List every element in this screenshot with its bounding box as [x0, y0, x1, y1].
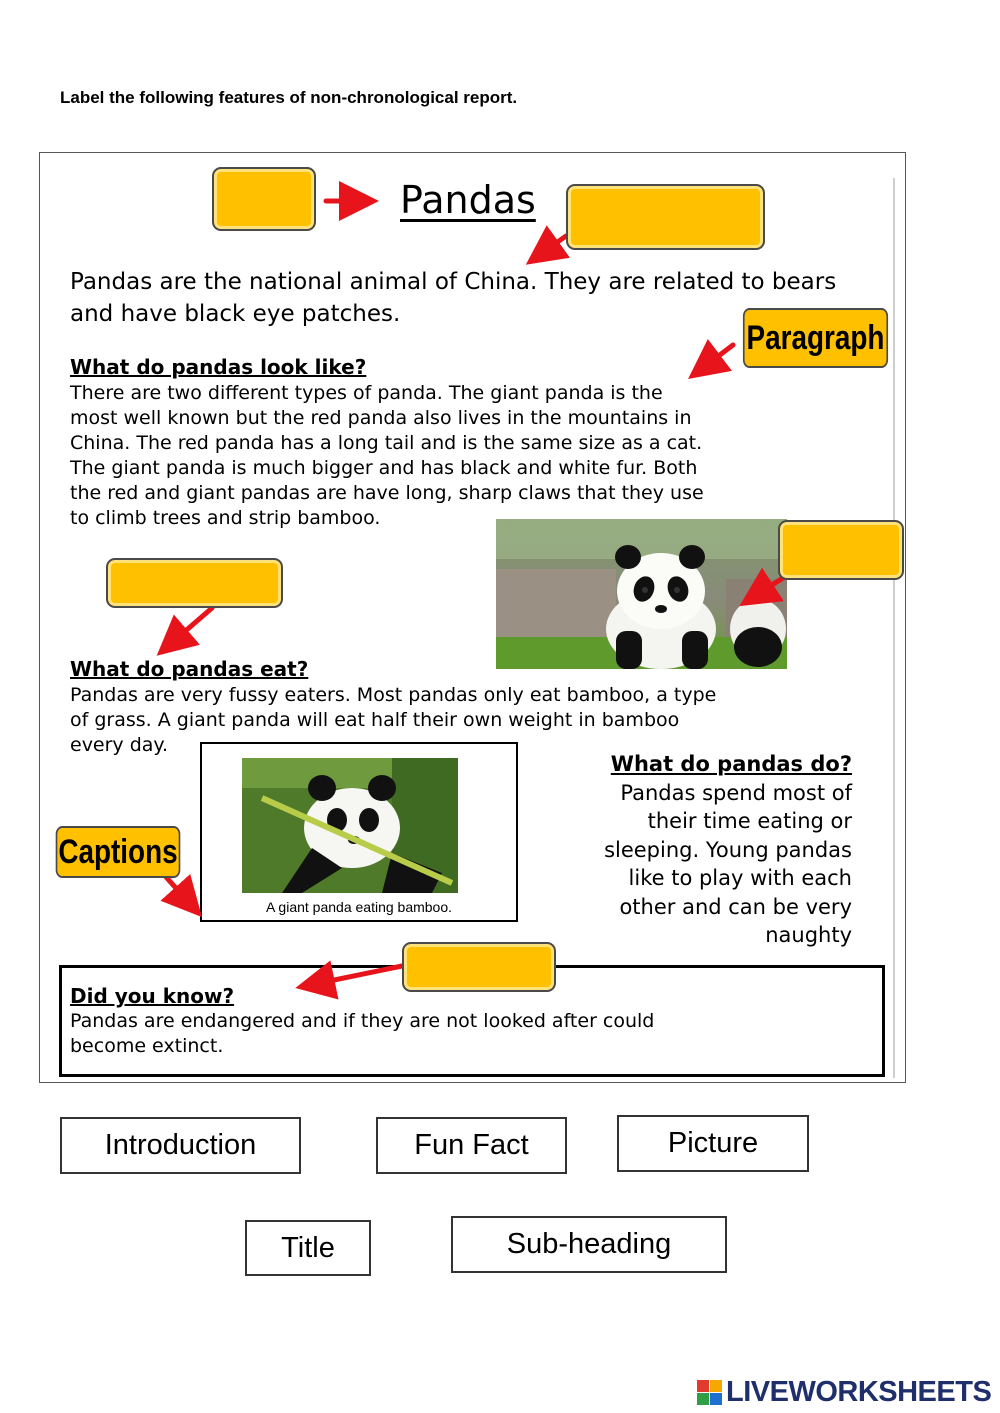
label-captions: Captions — [56, 826, 181, 878]
drop-zone-fun-fact[interactable] — [402, 942, 556, 992]
answer-introduction[interactable]: Introduction — [60, 1117, 301, 1174]
drop-zone-picture[interactable] — [778, 520, 904, 580]
drop-zone-introduction[interactable] — [566, 184, 765, 250]
subheading-did-you-know: Did you know? — [70, 984, 235, 1008]
paragraph-line: naughty — [765, 923, 852, 947]
answer-fun-fact[interactable]: Fun Fact — [376, 1117, 567, 1174]
paragraph-line: the red and giant pandas are have long, sharp claws that they use — [70, 482, 704, 504]
paragraph-line: Pandas are very fussy eaters. Most pandas only eat bamboo, a type — [70, 684, 717, 706]
paragraph-line: their time eating or — [647, 809, 852, 833]
paragraph-line: every day. — [70, 734, 168, 756]
paragraph-line: become extinct. — [70, 1035, 224, 1057]
paragraph-line: sleeping. Young pandas — [604, 837, 852, 862]
answer-picture[interactable]: Picture — [617, 1115, 809, 1172]
instruction-text: Label the following features of non-chronological report. — [60, 88, 518, 107]
paragraph-line: There are two different types of panda. The giant panda is the — [70, 382, 663, 404]
answer-title[interactable]: Title — [245, 1220, 371, 1276]
report-title: Pandas — [400, 178, 536, 222]
paragraph-line: like to play with each — [628, 866, 852, 890]
arrow-to-paragraph — [700, 345, 733, 370]
paragraph-line: most well known but the red panda also lives in the mountains in — [70, 407, 692, 429]
subheading-do: What do pandas do? — [610, 752, 852, 776]
subheading-eat: What do pandas eat? — [70, 657, 309, 681]
paragraph-line: The giant panda is much bigger and has black and white fur. Both — [70, 457, 698, 479]
label-paragraph: Paragraph — [743, 308, 888, 368]
subheading-look: What do pandas look like? — [70, 355, 367, 379]
liveworksheets-logo — [697, 1376, 991, 1409]
paragraph-line: other and can be very — [619, 894, 852, 919]
arrow-to-intro — [538, 236, 566, 256]
arrow-to-fun-fact — [310, 966, 402, 985]
figure-caption: A giant panda eating bamboo. — [265, 899, 453, 915]
paragraph-line: of grass. A giant panda will eat half their own weight in bamboo — [70, 709, 680, 731]
paragraph-line: to climb trees and strip bamboo. — [70, 507, 381, 529]
paragraph-line: Pandas spend most of — [620, 780, 852, 805]
paragraph-line: Pandas are endangered and if they are not looked after could — [70, 1010, 655, 1032]
drop-zone-subheading[interactable] — [106, 558, 283, 608]
answer-sub-heading[interactable]: Sub-heading — [451, 1216, 727, 1273]
arrow-to-caption — [166, 877, 192, 906]
brand-grid-icon — [697, 1380, 722, 1405]
paragraph-line: China. The red panda has a long tail and is the same size as a cat. — [70, 432, 703, 454]
brand-text: LIVEWORKSHEETS — [726, 1376, 992, 1408]
drop-zone-title[interactable] — [212, 167, 316, 231]
arrow-to-subheading — [168, 608, 212, 646]
report-intro: Pandas are the national animal of China. They are related to bears and have black eye patches. — [70, 269, 837, 327]
